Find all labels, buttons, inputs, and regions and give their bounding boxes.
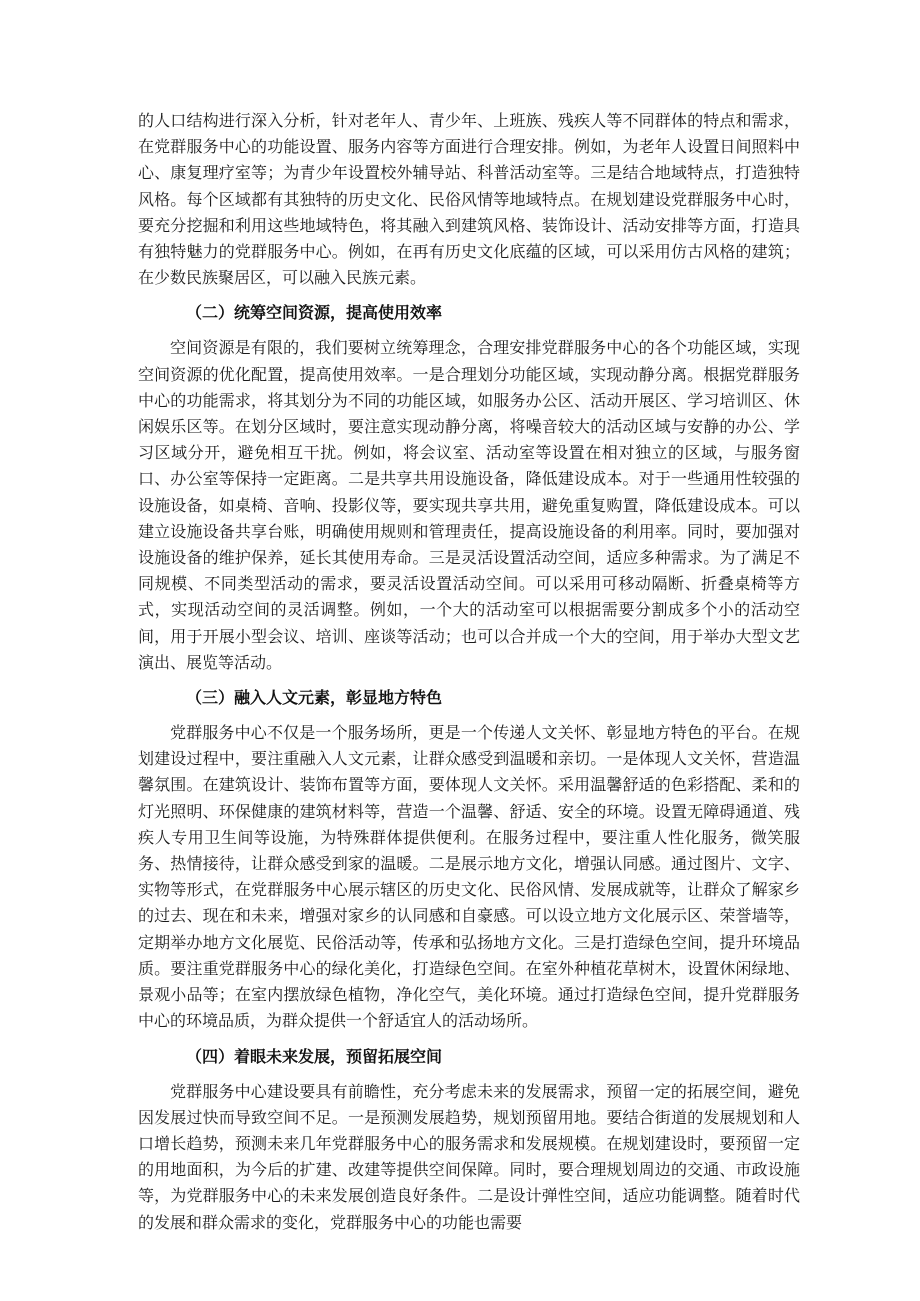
section-heading-2: （二）统筹空间资源，提高使用效率 [186,303,443,323]
section-body-2: 空间资源是有限的，我们要树立统筹理念，合理安排党群服务中心的各个功能区域，实现空间资源的优化配置，提高使用效率。一是合理划分功能区域，实现动静分离。根据党群服务中心的功能需求，将其划分为不同的功能区域，如服务办公区、活动开展区、学习培训区、休闲娱乐区等。在划分区域时，要注意实现动静分离，将噪音较大的活动区域与安静的办公、学习区域分开，避免相互干扰。例如，将会议室、活动室等设置在相对独立的区域，与服务窗口、办公室等保持一定距离。二是共享共用设施设备，降低建设成本。对于一些通用性较强的设施设备，如桌椅、音响、投影仪等，要实现共享共用，避免重复购置，降低建设成本。可以建立设施设备共享台账，明确使用规则和管理责任，提高设施设备的利用率。同时，要加强对设施设备的维护保养，延长其使用寿命。三是灵活设置活动空间，适应多种需求。为了满足不同规模、不同类型活动的需求，要灵活设置活动空间。可以采用可移动隔断、折叠桌椅等方式，实现活动空间的灵活调整。例如，一个大的活动室可以根据需要分割成多个小的活动空间，用于开展小型会议、培训、座谈等活动；也可以合并成一个大的空间，用于举办大型文艺演出、展览等活动。 [138,338,800,672]
document-page [138,108,800,1236]
section-body-4: 党群服务中心建设要具有前瞻性，充分考虑未来的发展需求，预留一定的拓展空间，避免因发展过快而导致空间不足。一是预测发展趋势，规划预留用地。要结合街道的发展规划和人口增长趋势，预测未来几年党群服务中心的服务需求和发展规模。在规划建设时，要预留一定的用地面积，为今后的扩建、改建等提供空间保障。同时，要合理规划周边的交通、市政设施等，为党群服务中心的未来发展创造良好条件。二是设计弹性空间，适应功能调整。随着时代的发展和群众需求的变化，党群服务中心的功能也需要 [138,1081,800,1232]
section-body-3: 党群服务中心不仅是一个服务场所，更是一个传递人文关怀、彰显地方特色的平台。在规划建设过程中，要注重融入人文元素，让群众感受到温暖和亲切。一是体现人文关怀，营造温馨氛围。在建筑设计、装饰布置等方面，要体现人文关怀。采用温馨舒适的色彩搭配、柔和的灯光照明、环保健康的建筑材料等，营造一个温馨、舒适、安全的环境。设置无障碍通道、残疾人专用卫生间等设施，为特殊群体提供便利。在服务过程中，要注重人性化服务，微笑服务、热情接待，让群众感受到家的温暖。二是展示地方文化，增强认同感。通过图片、文字、实物等形式，在党群服务中心展示辖区的历史文化、民俗风情、发展成就等，让群众了解家乡的过去、现在和未来，增强对家乡的认同感和自豪感。可以设立地方文化展示区、荣誉墙等，定期举办地方文化展览、民俗活动等，传承和弘扬地方文化。三是打造绿色空间，提升环境品质。要注重党群服务中心的绿化美化，打造绿色空间。在室外种植花草树木，设置休闲绿地、景观小品等；在室内摆放绿色植物，净化空气，美化环境。通过打造绿色空间，提升党群服务中心的环境品质，为群众提供一个舒适宜人的活动场所。 [138,723,800,1031]
section-heading-3: （三）融入人文元素，彰显地方特色 [186,688,443,708]
section-heading-4: （四）着眼未来发展，预留拓展空间 [186,1046,443,1066]
intro-paragraph: 的人口结构进行深入分析，针对老年人、青少年、上班族、残疾人等不同群体的特点和需求，在党群服务中心的功能设置、服务内容等方面进行合理安排。例如，为老年人设置日间照料中心、康复理疗室等；为青少年设置校外辅导站、科普活动室等。三是结合地域特点，打造独特风格。每个区域都有其独特的历史文化、民俗风情等地域特点。在规划建设党群服务中心时，要充分挖掘和利用这些地域特色，将其融入到建筑风格、装饰设计、活动安排等方面，打造具有独特魅力的党群服务中心。例如，在再有历史文化底蕴的区域，可以采用仿古风格的建筑；在少数民族聚居区，可以融入民族元素。 [138,111,800,288]
